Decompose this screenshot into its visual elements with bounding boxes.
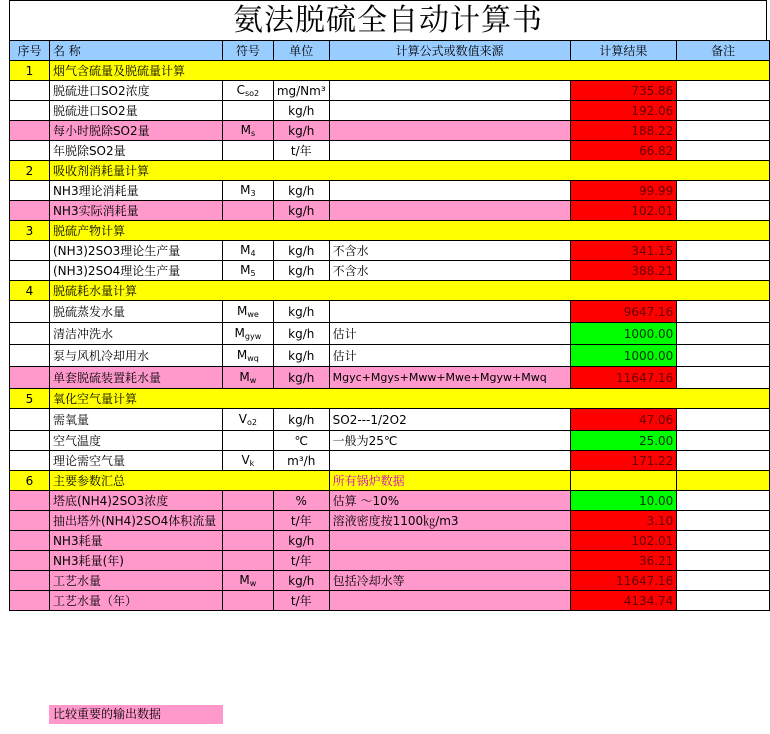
- name-cell[interactable]: 理论需空气量: [49, 451, 222, 471]
- remark-cell[interactable]: [677, 531, 770, 551]
- symbol-cell[interactable]: $M_5$: [222, 261, 273, 281]
- result-cell[interactable]: 102.01: [570, 531, 677, 551]
- index-cell[interactable]: [10, 531, 50, 551]
- unit-cell[interactable]: kg/h: [273, 121, 329, 141]
- symbol-cell[interactable]: [222, 101, 273, 121]
- table-row: [10, 241, 770, 261]
- source-cell[interactable]: [329, 531, 570, 551]
- index-cell[interactable]: [10, 81, 50, 101]
- remark-cell[interactable]: [677, 451, 770, 471]
- index-cell[interactable]: [10, 241, 50, 261]
- section-title[interactable]: 脱硫产物计算: [49, 221, 769, 241]
- symbol-cell[interactable]: [222, 431, 273, 451]
- unit-cell[interactable]: t/年: [273, 511, 329, 531]
- index-cell[interactable]: [10, 491, 50, 511]
- symbol-cell[interactable]: $M_4$: [222, 241, 273, 261]
- index-cell[interactable]: [10, 409, 50, 431]
- header-remark[interactable]: 备注: [677, 41, 770, 61]
- name-cell[interactable]: 每小时脱除SO2量: [49, 121, 222, 141]
- name-cell[interactable]: NH3耗量(年): [49, 551, 222, 571]
- table-row: [10, 511, 770, 531]
- symbol-cell[interactable]: $M_w$: [222, 367, 273, 389]
- unit-cell[interactable]: kg/h: [273, 241, 329, 261]
- index-cell[interactable]: [10, 551, 50, 571]
- document-title: 氨法脱硫全自动计算书: [233, 3, 543, 38]
- result-cell[interactable]: 341.15: [570, 241, 677, 261]
- table-row: [10, 261, 770, 281]
- source-cell[interactable]: 不含水: [329, 261, 570, 281]
- section-row: [10, 61, 770, 81]
- unit-cell[interactable]: kg/h: [273, 261, 329, 281]
- unit-cell[interactable]: t/年: [273, 591, 329, 611]
- table-row: [10, 141, 770, 161]
- source-cell[interactable]: [329, 591, 570, 611]
- remark-cell[interactable]: [677, 491, 770, 511]
- section-row: [10, 221, 770, 241]
- name-cell[interactable]: 单套脱硫装置耗水量: [49, 367, 222, 389]
- result-cell[interactable]: 10.00: [570, 491, 677, 511]
- name-cell[interactable]: (NH3)2SO3理论生产量: [49, 241, 222, 261]
- name-cell[interactable]: NH3理论消耗量: [49, 181, 222, 201]
- source-cell[interactable]: [329, 181, 570, 201]
- remark-cell[interactable]: [677, 591, 770, 611]
- table-row: [10, 121, 770, 141]
- table-row: [10, 345, 770, 367]
- section-number[interactable]: 3: [10, 221, 50, 241]
- remark-cell[interactable]: [677, 323, 770, 345]
- source-cell[interactable]: [329, 101, 570, 121]
- symbol-cell[interactable]: $M_3$: [222, 181, 273, 201]
- result-cell[interactable]: 3.10: [570, 511, 677, 531]
- unit-cell[interactable]: kg/h: [273, 345, 329, 367]
- source-cell[interactable]: [329, 121, 570, 141]
- result-cell[interactable]: 99.99: [570, 181, 677, 201]
- name-cell[interactable]: 脱硫进口SO2量: [49, 101, 222, 121]
- source-cell[interactable]: 估计: [329, 345, 570, 367]
- symbol-cell[interactable]: [222, 591, 273, 611]
- result-cell[interactable]: 36.21: [570, 551, 677, 571]
- source-cell[interactable]: [329, 551, 570, 571]
- table-row: [10, 81, 770, 101]
- index-cell[interactable]: [10, 301, 50, 323]
- name-cell[interactable]: 脱硫蒸发水量: [49, 301, 222, 323]
- section-title[interactable]: 脱硫耗水量计算: [49, 281, 769, 301]
- result-cell[interactable]: 188.22: [570, 121, 677, 141]
- symbol-cell[interactable]: [222, 201, 273, 221]
- unit-cell[interactable]: mg/Nm³: [273, 81, 329, 101]
- remark-cell[interactable]: [677, 367, 770, 389]
- index-cell[interactable]: [10, 451, 50, 471]
- unit-cell[interactable]: kg/h: [273, 323, 329, 345]
- unit-cell[interactable]: kg/h: [273, 301, 329, 323]
- unit-cell[interactable]: kg/h: [273, 181, 329, 201]
- table-row: [10, 551, 770, 571]
- unit-cell[interactable]: kg/h: [273, 571, 329, 591]
- index-cell[interactable]: [10, 101, 50, 121]
- unit-cell[interactable]: t/年: [273, 141, 329, 161]
- index-cell[interactable]: [10, 367, 50, 389]
- symbol-cell[interactable]: [222, 141, 273, 161]
- result-cell[interactable]: 25.00: [570, 431, 677, 451]
- table-row: [10, 367, 770, 389]
- remark-cell[interactable]: [677, 81, 770, 101]
- name-cell[interactable]: (NH3)2SO4理论生产量: [49, 261, 222, 281]
- symbol-cell[interactable]: $M_s$: [222, 121, 273, 141]
- source-cell[interactable]: 不含水: [329, 241, 570, 261]
- index-cell[interactable]: [10, 141, 50, 161]
- symbol-cell[interactable]: $M_{we}$: [222, 301, 273, 323]
- source-cell[interactable]: [329, 451, 570, 471]
- result-cell[interactable]: 9647.16: [570, 301, 677, 323]
- section-row: [10, 389, 770, 409]
- remark-cell[interactable]: [677, 571, 770, 591]
- result-cell[interactable]: 1000.00: [570, 345, 677, 367]
- name-cell[interactable]: 清洁冲洗水: [49, 323, 222, 345]
- name-cell[interactable]: 抽出塔外(NH4)2SO4体积流量: [49, 511, 222, 531]
- section-number[interactable]: 6: [10, 471, 50, 491]
- section-title[interactable]: 烟气含硫量及脱硫量计算: [49, 61, 769, 81]
- table-row: [10, 201, 770, 221]
- remark-cell[interactable]: [677, 121, 770, 141]
- index-cell[interactable]: [10, 181, 50, 201]
- symbol-cell[interactable]: [222, 511, 273, 531]
- remark-cell[interactable]: [677, 181, 770, 201]
- result-cell[interactable]: 11647.16: [570, 367, 677, 389]
- unit-cell[interactable]: kg/h: [273, 409, 329, 431]
- unit-cell[interactable]: m³/h: [273, 451, 329, 471]
- source-cell[interactable]: 包括冷却水等: [329, 571, 570, 591]
- name-cell[interactable]: 工艺水量: [49, 571, 222, 591]
- source-cell[interactable]: 一般为25℃: [329, 431, 570, 451]
- unit-cell[interactable]: kg/h: [273, 201, 329, 221]
- index-cell[interactable]: [10, 591, 50, 611]
- section-note[interactable]: 所有锅炉数据: [329, 471, 570, 491]
- remark-cell[interactable]: [677, 141, 770, 161]
- table-row: [10, 181, 770, 201]
- source-cell[interactable]: SO2---1/2O2: [329, 409, 570, 431]
- remark-cell[interactable]: [677, 409, 770, 431]
- name-cell[interactable]: 脱硫进口SO2浓度: [49, 81, 222, 101]
- legend-important-output[interactable]: 比较重要的输出数据: [49, 705, 223, 724]
- index-cell[interactable]: [10, 323, 50, 345]
- remark-cell[interactable]: [677, 511, 770, 531]
- header-source[interactable]: 计算公式或数值来源: [329, 41, 570, 61]
- header-result[interactable]: 计算结果: [570, 41, 677, 61]
- source-cell[interactable]: 估计: [329, 323, 570, 345]
- section-number[interactable]: 5: [10, 389, 50, 409]
- unit-cell[interactable]: kg/h: [273, 531, 329, 551]
- table-row: [10, 301, 770, 323]
- calculation-table: [9, 40, 770, 611]
- result-cell[interactable]: 102.01: [570, 201, 677, 221]
- index-cell[interactable]: [10, 345, 50, 367]
- remark-cell[interactable]: [677, 345, 770, 367]
- table-row: [10, 491, 770, 511]
- unit-cell[interactable]: kg/h: [273, 101, 329, 121]
- table-row: [10, 571, 770, 591]
- result-cell[interactable]: 1000.00: [570, 323, 677, 345]
- name-cell[interactable]: 工艺水量（年）: [49, 591, 222, 611]
- name-cell[interactable]: 年脱除SO2量: [49, 141, 222, 161]
- remark-cell[interactable]: [677, 431, 770, 451]
- index-cell[interactable]: [10, 261, 50, 281]
- index-cell[interactable]: [10, 121, 50, 141]
- unit-cell[interactable]: %: [273, 491, 329, 511]
- section-row: [10, 471, 770, 491]
- name-cell[interactable]: 需氧量: [49, 409, 222, 431]
- table-row: [10, 531, 770, 551]
- table-row: [10, 409, 770, 431]
- source-cell[interactable]: 估算 ～10%: [329, 491, 570, 511]
- section-row: [10, 281, 770, 301]
- section-row: [10, 161, 770, 181]
- header-index[interactable]: 序号: [10, 41, 50, 61]
- name-cell[interactable]: 空气温度: [49, 431, 222, 451]
- remark-cell[interactable]: [677, 201, 770, 221]
- name-cell[interactable]: NH3实际消耗量: [49, 201, 222, 221]
- remark-cell[interactable]: [677, 471, 770, 491]
- result-cell[interactable]: 171.22: [570, 451, 677, 471]
- unit-cell[interactable]: t/年: [273, 551, 329, 571]
- result-cell[interactable]: 388.21: [570, 261, 677, 281]
- source-cell[interactable]: 溶液密度按1100㎏/m3: [329, 511, 570, 531]
- header-unit[interactable]: 单位: [273, 41, 329, 61]
- remark-cell[interactable]: [677, 301, 770, 323]
- result-cell[interactable]: [570, 471, 677, 491]
- source-cell[interactable]: [329, 81, 570, 101]
- section-title[interactable]: 氧化空气量计算: [49, 389, 769, 409]
- symbol-cell[interactable]: $M_{wq}$: [222, 345, 273, 367]
- symbol-cell[interactable]: [222, 551, 273, 571]
- source-cell[interactable]: [329, 301, 570, 323]
- unit-cell[interactable]: kg/h: [273, 367, 329, 389]
- symbol-cell[interactable]: $M_w$: [222, 571, 273, 591]
- result-cell[interactable]: 192.06: [570, 101, 677, 121]
- result-cell[interactable]: 735.86: [570, 81, 677, 101]
- symbol-cell[interactable]: [222, 491, 273, 511]
- source-cell[interactable]: Mgyc+Mgys+Mww+Mwe+Mgyw+Mwq: [329, 367, 570, 389]
- source-cell[interactable]: [329, 141, 570, 161]
- table-row: [10, 101, 770, 121]
- result-cell[interactable]: 47.06: [570, 409, 677, 431]
- remark-cell[interactable]: [677, 551, 770, 571]
- name-cell[interactable]: 塔底(NH4)2SO3浓度: [49, 491, 222, 511]
- symbol-cell[interactable]: [222, 531, 273, 551]
- remark-cell[interactable]: [677, 101, 770, 121]
- section-number[interactable]: 1: [10, 61, 50, 81]
- result-cell[interactable]: 11647.16: [570, 571, 677, 591]
- section-title[interactable]: 吸收剂消耗量计算: [49, 161, 769, 181]
- symbol-cell[interactable]: $M_{gyw}$: [222, 323, 273, 345]
- index-cell[interactable]: [10, 571, 50, 591]
- index-cell[interactable]: [10, 511, 50, 531]
- table-row: [10, 591, 770, 611]
- unit-cell[interactable]: ℃: [273, 431, 329, 451]
- header-symbol[interactable]: 符号: [222, 41, 273, 61]
- symbol-cell[interactable]: $V_k$: [222, 451, 273, 471]
- table-row: [10, 323, 770, 345]
- remark-cell[interactable]: [677, 261, 770, 281]
- symbol-cell[interactable]: $V_{o2}$: [222, 409, 273, 431]
- header-name[interactable]: 名 称: [49, 41, 222, 61]
- table-row: [10, 431, 770, 451]
- section-number[interactable]: 4: [10, 281, 50, 301]
- index-cell[interactable]: [10, 201, 50, 221]
- section-number[interactable]: 2: [10, 161, 50, 181]
- name-cell[interactable]: 泵与风机冷却用水: [49, 345, 222, 367]
- header-row: [10, 41, 770, 61]
- result-cell[interactable]: 4134.74: [570, 591, 677, 611]
- name-cell[interactable]: NH3耗量: [49, 531, 222, 551]
- symbol-cell[interactable]: $C_{so2}$: [222, 81, 273, 101]
- remark-cell[interactable]: [677, 241, 770, 261]
- source-cell[interactable]: [329, 201, 570, 221]
- table-row: [10, 451, 770, 471]
- index-cell[interactable]: [10, 431, 50, 451]
- section-title[interactable]: 主要参数汇总: [49, 471, 329, 491]
- document-title-cell[interactable]: [9, 0, 767, 40]
- row-gutter: [0, 0, 9, 734]
- result-cell[interactable]: 66.82: [570, 141, 677, 161]
